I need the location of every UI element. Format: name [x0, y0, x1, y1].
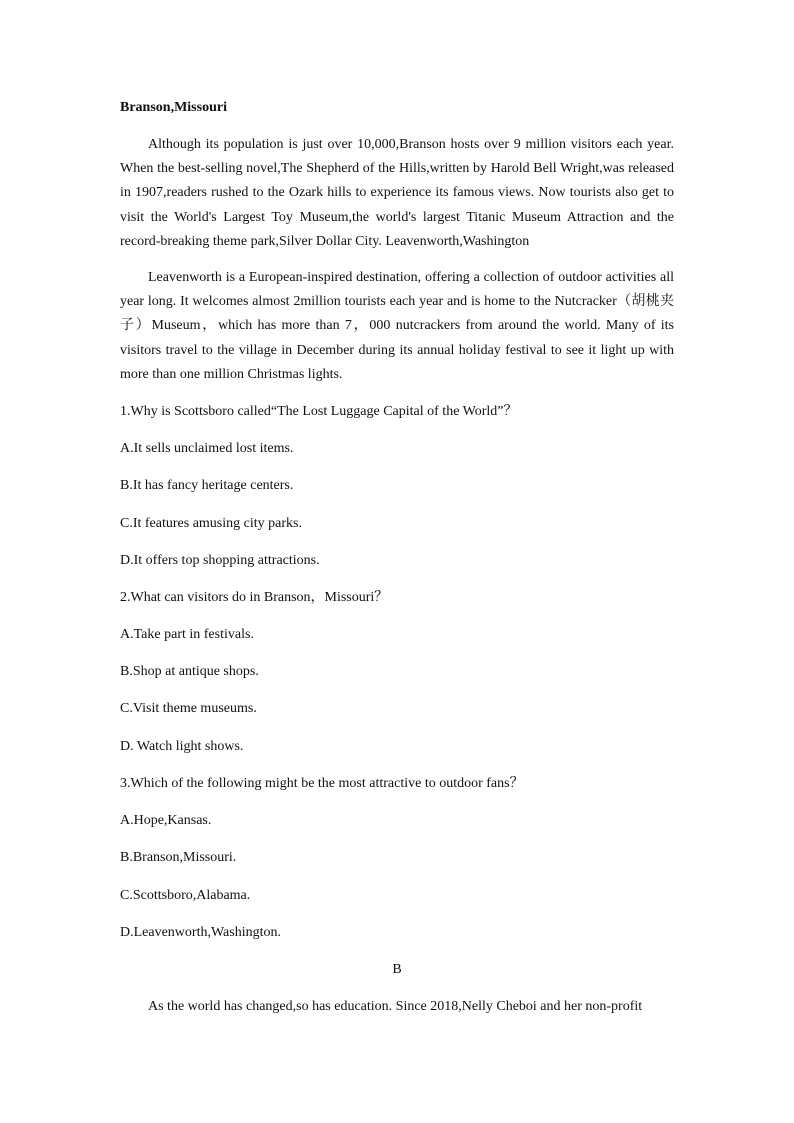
- question-3-option-c: C.Scottsboro,Alabama.: [120, 888, 251, 903]
- question-3-stem: 3.Which of the following might be the most attractive to outdoor fans？: [120, 776, 524, 791]
- question-2-option-d: D. Watch light shows.: [120, 739, 244, 754]
- passage-paragraph-2: Leavenworth is a European-inspired destination, offering a collection of outdoor activities all year long. It welcomes almost 2million tourists each year and is home to the Nutcracker（胡桃夹子）Museum，which has more than 7，000 nutcrackers from around the world. Many of its visitors travel to the village in December during its annual holiday festival to see it light up with more than one million Christmas lights.: [120, 270, 674, 382]
- question-1-option-c: C.It features amusing city parks.: [120, 516, 302, 531]
- passage-heading: Branson,Missouri: [120, 100, 227, 115]
- question-1-option-d: D.It offers top shopping attractions.: [120, 553, 320, 568]
- question-3-option-b: B.Branson,Missouri.: [120, 850, 237, 865]
- question-3-option-a: A.Hope,Kansas.: [120, 813, 212, 828]
- question-2-option-b: B.Shop at antique shops.: [120, 664, 259, 679]
- section-b-label: B: [392, 962, 402, 977]
- question-1-stem: 1.Why is Scottsboro called“The Lost Luggage Capital of the World”？: [120, 404, 518, 419]
- question-1-option-b: B.It has fancy heritage centers.: [120, 478, 294, 493]
- question-2-option-a: A.Take part in festivals.: [120, 627, 254, 642]
- question-2-option-c: C.Visit theme museums.: [120, 701, 257, 716]
- question-2-stem: 2.What can visitors do in Branson，Missouri？: [120, 590, 389, 605]
- passage-paragraph-1: Although its population is just over 10,000,Branson hosts over 9 million visitors each year. When the best-selling novel,The Shepherd of the Hills,written by Harold Bell Wright,was released in 1907,readers rushed to the Ozark hills to experience its famous views. Now tourists also get to visit the World's Largest Toy Museum,the world's largest Titanic Museum Attraction and the record-breaking theme park,Silver Dollar City. Leavenworth,Washington: [120, 137, 674, 249]
- question-3-option-d: D.Leavenworth,Washington.: [120, 925, 281, 940]
- question-1-option-a: A.It sells unclaimed lost items.: [120, 441, 294, 456]
- section-b-paragraph: As the world has changed,so has education. Since 2018,Nelly Cheboi and her non-profit: [148, 999, 643, 1014]
